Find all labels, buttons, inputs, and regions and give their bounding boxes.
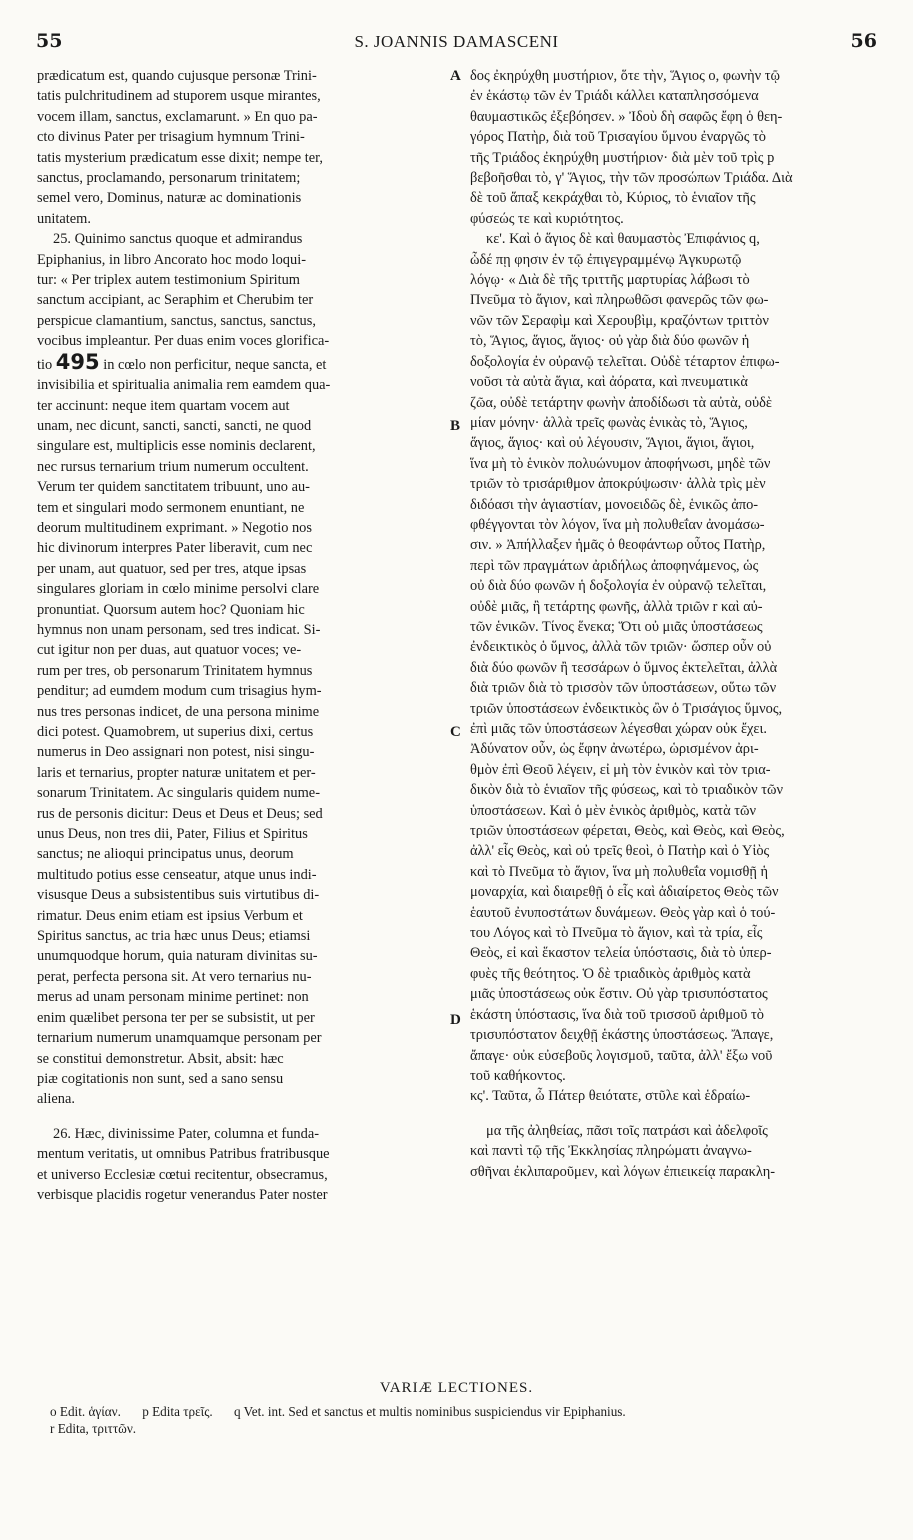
- text-line: et universo Ecclesiæ cœtui recitentur, obsecramus,: [37, 1166, 328, 1183]
- text-line: piæ cogitationis non sunt, sed a sano sensu: [37, 1070, 284, 1087]
- page-number-right: 56: [850, 30, 877, 52]
- text-line: βεβοῆσθαι τὸ, γ' Ἅγιος, τὴν τῶν προσώπων Τριάδα. Διὰ: [470, 170, 793, 187]
- text-line: penditur; ad eumdem modum cum trisagius hym-: [37, 683, 322, 700]
- text-line: unam, nec dicunt, sancti, sancti, sancti, ne quod: [37, 417, 312, 434]
- text-line: κς'. Ταῦτα, ὦ Πάτερ θειότατε, στῦλε καὶ ἑδραίω-: [470, 1088, 751, 1105]
- text-line: κε'. Καὶ ὁ ἅγιος δὲ καὶ θαυμαστὸς Ἐπιφάνιος q,: [486, 231, 760, 248]
- text-line: multitudo potius esse censeatur, atque unus indi-: [37, 866, 317, 883]
- text-line: ἅγιος, ἅγιος· καὶ οὐ λέγουσιν, Ἅγιοι, ἅγιοι, ἅγιοι,: [470, 435, 755, 452]
- text-line: singulare est, multiplicis esse nominis declarent,: [37, 438, 316, 455]
- text-line: σθῆναι ἐκλιπαροῦμεν, καὶ λόγων ἐπιεικείᾳ παρακλη-: [470, 1163, 776, 1180]
- text-line: tem et singulari modo sermonem enuntiant, ne: [37, 499, 305, 516]
- text-line: περὶ τῶν πραγμάτων ἀριδήλως ἀποφηνάμενος, ὡς: [470, 557, 759, 574]
- text-line: invisibilia et spiritualia animalia rem eamdem qua-: [37, 377, 331, 394]
- text-line: ὑποστάσεων. Καὶ ὁ μὲν ἑνικὸς ἀριθμὸς, κατὰ τῶν: [470, 802, 756, 819]
- text-line: tatis mysterium prædicatum esse dixit; nempe ter,: [37, 149, 323, 166]
- text-line: τριῶν ὑποστάσεων φέρεται, Θεὸς, καὶ Θεὸς, καὶ Θεὸς,: [470, 823, 785, 840]
- text-line: τριῶν τὸ τρισάριθμον ἀποκρύψωσιν· ἀλλὰ τρὶς μὲν: [470, 476, 766, 493]
- margin-marker-a: A: [450, 68, 461, 84]
- text-fragment: in cœlo non perficitur, neque sancta, et: [99, 356, 327, 373]
- text-line: 26. Hæc, divinissime Pater, columna et funda-: [53, 1125, 319, 1142]
- text-line: μίαν μόνην· ἀλλὰ τρεῖς φωνὰς ἑνικὰς τὸ, Ἅγιος,: [470, 414, 748, 431]
- text-line: ἑαυτοῦ ἐνυποστάτων δυνάμεων. Θεὸς γὰρ καὶ ὁ τού-: [470, 904, 776, 921]
- text-line: τὸ, Ἅγιος, ἅγιος, ἅγιος· οὐ γὰρ διὰ δύο φωνῶν ἡ: [470, 333, 750, 350]
- footnotes: [50, 1403, 890, 1437]
- text-line: nus tres personas indicet, de una persona minime: [37, 703, 320, 720]
- text-line: ἑκάστη ὑπόστασις, ἵνα διὰ τοῦ τρισσοῦ ἀριθμοῦ τὸ: [470, 1006, 764, 1023]
- text-line: vocem illam, sanctus, exclamarunt. » En quo pa-: [37, 108, 318, 125]
- column-number: 495: [55, 349, 100, 374]
- text-line: θαυμαστικῶς ἐξεβόησεν. » Ἰδοὺ δὴ σαφῶς ἔφη ὁ θεη-: [470, 108, 783, 125]
- text-line: unumquodque horum, quia naturam divinitas su-: [37, 948, 318, 965]
- text-line: ἵνα μὴ τὸ ἑνικὸν πολυώνυμον ἀποφήνωσι, μηδὲ τῶν: [470, 455, 771, 472]
- text-line: verbisque placidis rogetur venerandus Pater noster: [37, 1186, 328, 1203]
- margin-marker-d: D: [450, 1012, 461, 1028]
- text-line: se constitui demonstretur. Absit, absit: hæc: [37, 1050, 284, 1067]
- text-line: ἐπὶ μιᾶς τῶν ὑποστάσεων λέγεσθαι χώραν οὐκ ἔχει.: [470, 721, 767, 737]
- text-line: τριῶν ὑποστάσεων ἐνδεικτικὸς ὢν ὁ Τρισάγιος ὕμνος,: [470, 700, 783, 717]
- text-line: ἐνδεικτικὸς ὁ ὕμνος, ἀλλὰ τῶν τριῶν· ὥσπερ οὖν οὐ: [470, 639, 772, 656]
- text-line: perat, perfecta persona sit. At vero ternarius nu-: [37, 968, 312, 985]
- text-line: Πνεῦμα τὸ ἅγιον, καὶ πληρωθῶσι φανερῶς τῶν φω-: [470, 292, 769, 309]
- text-line: τρισυπόστατον δειχθῇ ἑκάστης ὑποστάσεως. Ἄπαγε,: [470, 1027, 774, 1044]
- text-line: pronuntiat. Quorsum autem hoc? Quoniam hic: [37, 601, 305, 618]
- text-line: νοῦσι τὰ αὐτὰ ἅγια, καὶ ἀόρατα, καὶ πνευματικὰ: [470, 374, 748, 391]
- text-line: ἐν ἑκάστῳ τῶν ἐν Τριάδι κάλλει καταπλησσόμενα: [470, 88, 759, 105]
- text-line: numerus in Deo assignari non potest, nisi singu-: [37, 744, 315, 761]
- text-line: singulares gloriam in cœlo minime persolvi clare: [37, 581, 320, 598]
- text-line: ἀλλ' εἷς Θεὸς, καὶ οὐ τρεῖς θεοὶ, ὁ Πατὴρ καὶ ὁ Υἱὸς: [470, 843, 770, 860]
- text-line: semel vero, Dominus, naturæ ac dominationis: [37, 190, 302, 207]
- text-line: φυὲς τῆς θεότητος. Ὁ δὲ τριαδικὸς ἀριθμὸς κατὰ: [470, 965, 751, 982]
- text-line: mentum veritatis, ut omnibus Patribus fratribusque: [37, 1146, 330, 1163]
- text-line: φθέγγονται τὸν λόγον, ἵνα μὴ πολυθεΐαν ἀνομάσω-: [470, 516, 765, 533]
- text-line: λόγῳ· « Διὰ δὲ τῆς τριττῆς μαρτυρίας λάβωσι τὸ: [470, 272, 750, 289]
- text-line: διδόασι τὴν ἁγιαστίαν, μονοειδῶς δὲ, ἑνικῶς ἀπο-: [470, 496, 759, 513]
- text-line: vocibus impleantur. Per duas enim voces glorifica-: [37, 333, 330, 350]
- text-line: unitatem.: [37, 210, 91, 227]
- text-line: δος ἐκηρύχθη μυστήριον, ὅτε τὴν, Ἅγιος ο, φωνὴν τῷ: [470, 68, 780, 84]
- variae-lectiones-heading: VARIÆ LECTIONES.: [379, 1380, 534, 1396]
- text-line: Θεὸς, εἰ καὶ ἕκαστον τελεία ὑπόστασις, διὰ τὸ ὑπερ-: [470, 945, 772, 962]
- text-line: μα τῆς ἀληθείας, πᾶσι τοῖς πατράσι καὶ ἀδελφοῖς: [486, 1122, 768, 1139]
- footnote-p: p Edita τρεῖς.: [142, 1404, 213, 1419]
- footnote-q: q Vet. int. Sed et sanctus et multis nominibus suspiciendus vir Epiphanius.: [234, 1404, 626, 1419]
- text-line: sanctus, proclamando, personarum trinitatem;: [37, 170, 301, 187]
- text-line: σιν. » Ἀπήλλαξεν ἡμᾶς ὁ θεοφάντωρ οὗτος Πατὴρ,: [470, 537, 766, 554]
- text-line: visusque Deus a subsistentibus suis virtutibus di-: [37, 887, 320, 904]
- text-line: hymnus non unam personam, sed tres indicat. Si-: [37, 621, 321, 638]
- text-line: sanctus; ne alioqui principatus unus, deorum: [37, 846, 294, 863]
- text-line: tur: « Per triplex autem testimonium Spiritum: [37, 272, 301, 289]
- text-line: sonarum Trinitatem. Ac singularis quidem nume-: [37, 785, 320, 802]
- text-line: hic divinorum interpres Pater liberavit, cum nec: [37, 540, 313, 557]
- text-line: prædicatum est, quando cujusque personæ Trini-: [37, 68, 317, 84]
- text-line: φύσεώς τε καὶ κυριότητος.: [470, 210, 624, 227]
- text-line: dici potest. Quamobrem, ut superius dixi, certus: [37, 724, 314, 740]
- paragraph-gap: [37, 1110, 448, 1124]
- footnote-o: o Edit. ἁγίαν.: [50, 1404, 121, 1419]
- text-line: Verum ter quidem sanctitatem tribuunt, uno au-: [37, 479, 310, 496]
- text-line: rus de personis dicitur: Deus et Deus et Deus; sed: [37, 805, 323, 822]
- text-line: rum per tres, ob personarum Trinitatem hymnus: [37, 662, 313, 679]
- text-line: μοναρχία, καὶ διαιρεθῇ ὁ εἷς καὶ ἀδιαίρετος Θεὸς τῶν: [470, 884, 779, 901]
- text-line: μιᾶς ὑποστάσεως οὐκ ἔστιν. Οὐ γὰρ τρισυπόστατος: [470, 986, 768, 1003]
- text-line: rimatur. Deus enim etiam est ipsius Verbum et: [37, 907, 303, 924]
- margin-marker-c: C: [450, 724, 461, 740]
- text-fragment: tio: [37, 356, 56, 373]
- text-line: ter accinunt: neque item quartam vocem aut: [37, 397, 290, 414]
- text-line: sanctum accipiant, ac Seraphim et Cherubim ter: [37, 292, 314, 309]
- text-line: τοῦ καθήκοντος.: [470, 1067, 566, 1084]
- text-line: laris et ternarius, propter naturæ unitatem et per-: [37, 764, 316, 781]
- text-line: deorum multitudinem exprimant. » Negotio nos: [37, 519, 312, 536]
- text-line: unus Deus, non tres dii, Pater, Filius et Spiritus: [37, 826, 308, 843]
- text-line: nec rursus ternarium trium numerum occultent.: [37, 458, 309, 475]
- latin-column: [37, 66, 448, 1205]
- text-line: enim quælibet persona ter per se subsistit, ut per: [37, 1009, 315, 1026]
- text-line: νῶν τῶν Σεραφὶμ καὶ Χερουβὶμ, κραζόντων τριττὸν: [470, 312, 769, 329]
- page-number-left: 55: [36, 30, 63, 52]
- text-line: του Λόγος καὶ τὸ Πνεῦμα τὸ ἅγιον, καὶ τὰ τρία, εἷς: [470, 925, 763, 942]
- text-line: 25. Quinimo sanctus quoque et admirandus: [53, 231, 303, 248]
- text-line: aliena.: [37, 1091, 75, 1108]
- text-line: Spiritus sanctus, ac tria hæc unus Deus; etiamsi: [37, 928, 311, 945]
- text-line: διὰ τριῶν διὰ τὸ τρισσὸν τῶν ὑποστάσεων, οὕτω τῶν: [470, 680, 777, 697]
- text-line: δοξολογία ἐν οὐρανῷ τελεῖται. Οὐδὲ τέταρτον ἐπιφω-: [470, 353, 780, 370]
- text-line: perspicue clamantium, sanctus, sanctus, sanctus,: [37, 312, 316, 329]
- text-line: cto divinus Pater per trisagium hymnum Trini-: [37, 129, 305, 146]
- paragraph-gap: [470, 1107, 878, 1121]
- text-line: δὲ τοῦ ἅπαξ κεκράχθαι τὸ, Κύριος, τὸ ἑνιαῖον τῆς: [470, 190, 756, 207]
- text-line: καὶ τὸ Πνεῦμα τὸ ἅγιον, ἵνα μὴ πολυθεΐα νομισθῇ ἡ: [470, 863, 769, 880]
- text-line: καὶ παντὶ τῷ τῆς Ἐκκλησίας πληρώματι ἀναγνω-: [470, 1143, 752, 1160]
- text-line: tatis pulchritudinem ad stuporem usque mirantes,: [37, 88, 321, 105]
- margin-marker-b: B: [450, 418, 461, 434]
- text-line: γόρος Πατὴρ, διὰ τοῦ Τρισαγίου ὕμνου ἐναργῶς τὸ: [470, 129, 767, 146]
- text-line: merus ad unam personam minime pertinet: non: [37, 989, 309, 1006]
- footnote-r: r Edita, τριττῶν.: [50, 1421, 137, 1436]
- text-line: Epiphanius, in libro Ancorato hoc modo loqui-: [37, 251, 306, 268]
- text-line: τῆς Τριάδος ἐκηρύχθη μυστήριον· διὰ μὲν τοῦ τρὶς p: [470, 149, 775, 166]
- text-line: οὐδὲ μιᾶς, ἢ τετάρτης φωνῆς, ἀλλὰ τριῶν r καὶ αὐ-: [470, 598, 763, 615]
- text-line: cut igitur non per duas, aut quatuor voces; ve-: [37, 642, 302, 659]
- text-line: διὰ δύο φωνῶν ἢ τεσσάρων ὁ ὕμνος ἐκτελεῖται, ἀλλὰ: [470, 659, 778, 676]
- text-line: τῶν ἑνικῶν. Τίνος ἕνεκα; Ὅτι οὐ μιᾶς ὑποστάσεως: [470, 618, 763, 635]
- text-line: Ἀδύνατον οὖν, ὡς ἔφην ἀνωτέρω, ὡρισμένον ἀρι-: [470, 741, 759, 758]
- text-line: δικὸν διὰ τὸ ἑνιαῖον τῆς φύσεως, καὶ τὸ τριαδικὸν τῶν: [470, 782, 783, 799]
- text-line: [37, 349, 448, 375]
- text-line: ζῶα, οὐδὲ τετάρτην φωνὴν ἀποδίδωσι τὰ αὐτὰ, οὐδὲ: [470, 394, 772, 411]
- greek-column: [470, 66, 878, 1182]
- text-line: ὧδέ πῃ φησιν ἐν τῷ ἐπιγεγραμμένῳ Ἀγκυρωτῷ: [470, 251, 742, 268]
- text-line: οὐ διὰ δύο φωνῶν ἡ δοξολογία ἐν οὐρανῷ τελεῖται,: [470, 578, 767, 595]
- text-line: ἄπαγε· οὐκ εὐσεβοῦς λογισμοῦ, ταῦτα, ἀλλ' ἔξω νοῦ: [470, 1047, 773, 1064]
- running-title: S. JOANNIS DAMASCENI: [354, 32, 559, 51]
- text-line: ternarium numerum unamquamque personam per: [37, 1030, 322, 1047]
- page-header: [0, 30, 913, 56]
- text-line: θμὸν ἐπὶ Θεοῦ λέγειν, εἰ μὴ τὸν ἑνικὸν καὶ τὸν τρια-: [470, 761, 771, 778]
- text-line: per unam, aut quatuor, sed per tres, atque ipsas: [37, 560, 307, 577]
